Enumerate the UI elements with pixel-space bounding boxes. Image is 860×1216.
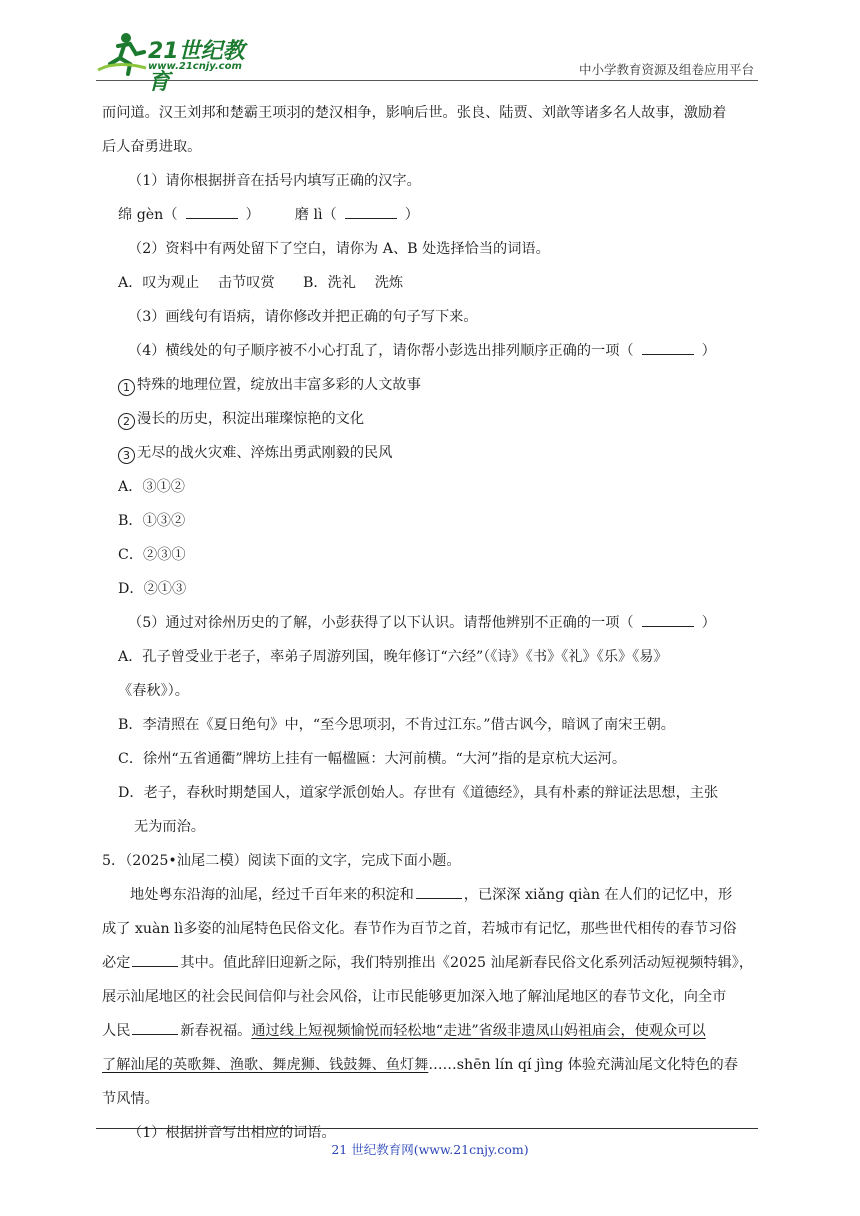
sentence-text: 特殊的地理位置，绽放出丰富多彩的人文故事 xyxy=(137,377,421,393)
passage-text: 必定 xyxy=(102,955,131,971)
option-b: B．①③② xyxy=(118,513,186,529)
passage-line: 展示汕尾地区的社会民间信仰与社会风俗，让市民能够更加深入地了解汕尾地区的春节文化，向全市 xyxy=(102,989,727,1005)
question-1-blanks xyxy=(118,198,762,232)
blank-label: 磨 lì（ xyxy=(294,207,337,223)
question-1: （1）请你根据拼音在括号内填写正确的汉字。 xyxy=(128,173,421,189)
underlined-sentence: 通过线上短视频愉悦而轻松地“走进”省级非遗凤山妈祖庙会，使观众可以 xyxy=(251,1023,706,1039)
header-platform-text: 中小学教育资源及组卷应用平台 xyxy=(578,62,754,77)
passage-text: ，已深深 xiǎnɡ qiàn 在人们的记忆中，形 xyxy=(463,887,733,903)
question-text: （5）通过对徐州历史的了解，小彭获得了以下认识。请帮他辨别不正确的一项（ xyxy=(128,615,634,631)
paren-close: ） xyxy=(404,207,419,223)
passage-text: ……shēn lín qí jìng 体验充满汕尾文化特色的春 xyxy=(428,1057,738,1073)
passage-line: 节风情。 xyxy=(102,1091,159,1107)
sentence-text: 无尽的战火灾难、淬炼出勇武刚毅的民风 xyxy=(137,445,393,461)
sentence-1 xyxy=(118,368,762,402)
passage-text: 人民 xyxy=(102,1023,131,1039)
answer-blank[interactable] xyxy=(642,340,694,355)
sentence-text: 漫长的历史，积淀出璀璨惊艳的文化 xyxy=(137,411,365,427)
circled-number: 3 xyxy=(118,447,135,464)
passage-line xyxy=(102,1014,762,1048)
q5-option-a: A．孔子曾受业于老子，率弟子周游列国，晚年修订“六经”（《诗》《书》《礼》《乐》《易》 xyxy=(118,649,668,665)
circled-number: 2 xyxy=(118,413,135,430)
option-c: C．②③① xyxy=(118,547,186,563)
option-a: A．③①② xyxy=(118,479,185,495)
answer-blank[interactable] xyxy=(345,204,397,219)
question-text: （4）横线处的句子顺序被不小心打乱了，请你帮小彭选出排列顺序正确的一项（ xyxy=(128,343,634,359)
q5-option-a-cont: 《春秋》）。 xyxy=(118,683,189,699)
passage-text: 其中。值此辞旧迎新之际，我们特别推出《2025 汕尾新春民俗文化系列活动短视频特辑》， xyxy=(180,955,754,971)
sentence-3 xyxy=(118,436,762,470)
runner-logo-icon xyxy=(96,30,150,76)
question-3: （3）画线句有语病，请你修改并把正确的句子写下来。 xyxy=(128,309,478,325)
q5-option-d: D．老子，春秋时期楚国人，道家学派创始人。存世有《道德经》，具有朴素的辩证法思想，主张 xyxy=(118,785,719,801)
sub-question-1: （1）根据拼音写出相应的词语。 xyxy=(128,1125,336,1141)
footer-divider xyxy=(96,1128,758,1129)
question-2-options: A．叹为观止 击节叹赏 B．洗礼 洗炼 xyxy=(118,275,404,291)
text-line: 而问道。汉王刘邦和楚霸王项羽的楚汉相争，影响后世。张良、陆贾、刘歆等诸多名人故事，激励着 xyxy=(102,105,727,121)
passage-text: 新春祝福。 xyxy=(180,1023,252,1039)
problem-5-heading: 5．（2025•汕尾二模）阅读下面的文字，完成下面小题。 xyxy=(102,853,461,869)
text-line: 后人奋勇进取。 xyxy=(102,139,202,155)
underlined-sentence: 了解汕尾的英歌舞、渔歌、舞虎狮、钱鼓舞、鱼灯舞 xyxy=(102,1057,429,1073)
paren-close: ） xyxy=(701,615,716,631)
paren-close: ） xyxy=(701,343,716,359)
logo-text: 21世纪教育 xyxy=(148,39,245,95)
passage-line: 成了 xuàn lì多姿的汕尾特色民俗文化。春节作为百节之首，若城市有记忆，那些世代相传的春节习俗 xyxy=(102,921,737,937)
q5-option-b: B．李清照在《夏日绝句》中，“至今思项羽，不肯过江东。”借古讽今，暗讽了南宋王朝。 xyxy=(118,717,675,733)
q5-option-d-cont: 无为而治。 xyxy=(134,819,205,835)
passage-line xyxy=(102,946,762,980)
answer-blank[interactable] xyxy=(642,612,694,627)
q5-option-c: C．徐州“五省通衢”牌坊上挂有一幅楹匾：大河前横。“大河”指的是京杭大运河。 xyxy=(118,751,627,767)
question-5 xyxy=(118,606,762,640)
passage-line xyxy=(102,1048,762,1082)
option-d: D．②①③ xyxy=(118,581,187,597)
blank-label: 绵 gèn（ xyxy=(118,207,178,223)
question-4 xyxy=(118,334,762,368)
site-logo xyxy=(96,30,266,95)
sentence-2 xyxy=(118,402,762,436)
answer-blank[interactable] xyxy=(186,204,238,219)
paren-close: ） xyxy=(245,207,260,223)
answer-blank[interactable] xyxy=(132,952,178,967)
passage-line xyxy=(118,878,762,912)
logo-url: www.21cnjy.com xyxy=(148,61,242,72)
passage-text: 地处粤东沿海的汕尾，经过千百年来的积淀和 xyxy=(130,887,414,903)
document-body xyxy=(102,96,762,1150)
circled-number: 1 xyxy=(118,379,135,396)
question-2: （2）资料中有两处留下了空白，请你为 A、B 处选择恰当的词语。 xyxy=(128,241,550,257)
answer-blank[interactable] xyxy=(416,884,462,899)
page-footer: 21 世纪教育网(www.21cnjy.com) xyxy=(331,1142,529,1157)
page-header xyxy=(96,28,758,95)
answer-blank[interactable] xyxy=(132,1020,178,1035)
